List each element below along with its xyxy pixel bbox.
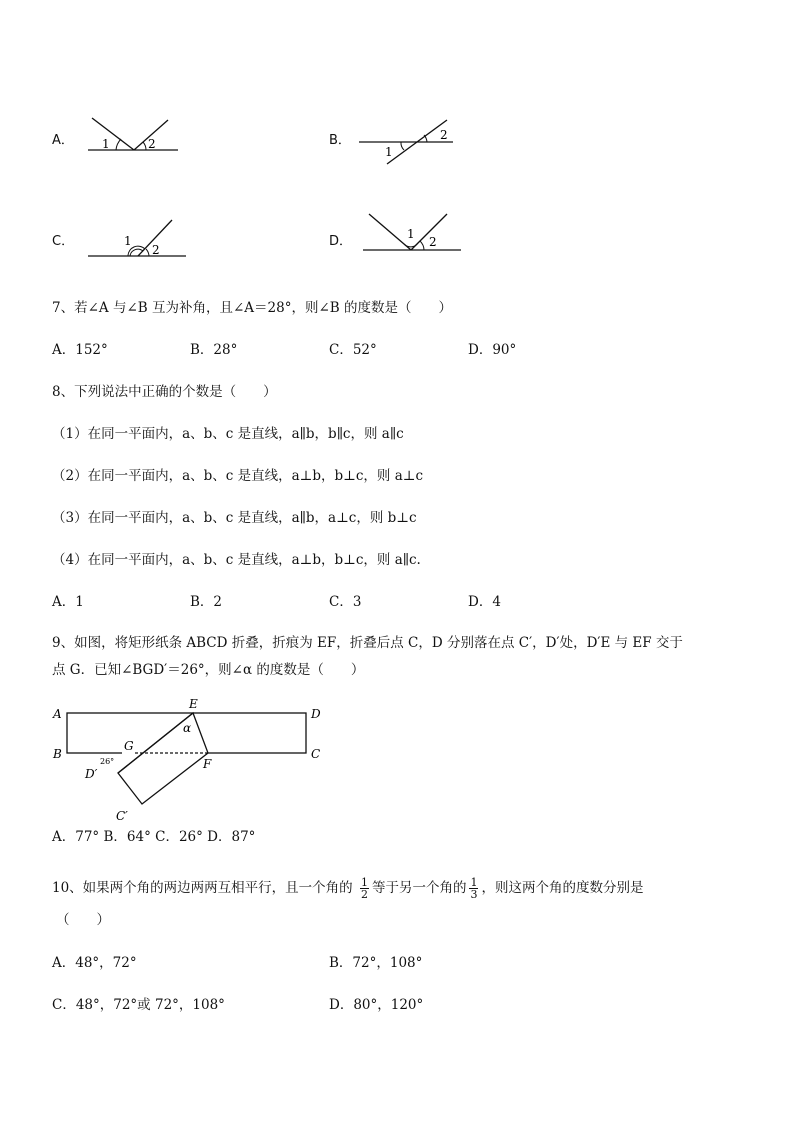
q7-option-b: B．28° [190, 342, 238, 358]
q10-stem-pre: 10、如果两个角的两边两两互相平行，且一个角的 [52, 880, 353, 896]
angle-label-26: 26° [100, 757, 115, 766]
fraction-denominator: 3 [470, 888, 478, 901]
q6-option-a [52, 112, 192, 158]
angle-label-2: 2 [440, 128, 448, 142]
q10-stem-mid: 等于另一个角的 [371, 880, 467, 896]
q8-stem: 8、下列说法中正确的个数是（ ） [52, 384, 277, 400]
q8-statement-4: （4）在同一平面内，a、b、c 是直线，a⊥b，b⊥c，则 a∥c. [52, 552, 421, 568]
fraction-numerator: 1 [360, 876, 368, 889]
angle-label-2: 2 [429, 235, 437, 249]
q7-stem: 7、若∠A 与∠B 互为补角，且∠A＝28°，则∠B 的度数是（ ） [52, 300, 452, 316]
q6-option-b [329, 112, 469, 168]
angle-figure-d [329, 210, 469, 260]
point-label-g: G [124, 739, 134, 753]
option-label: A． [52, 133, 74, 148]
folded-strip-figure [50, 696, 350, 826]
q8-statement-3: （3）在同一平面内，a、b、c 是直线，a∥b，a⊥c，则 b⊥c [52, 510, 417, 526]
fraction-numerator: 1 [470, 876, 478, 889]
point-label-c-prime: C′ [116, 809, 128, 823]
point-label-c: C [311, 747, 321, 761]
angle-label-1: 1 [124, 234, 132, 248]
angle-label-2: 2 [152, 243, 160, 257]
fraction-denominator: 2 [360, 888, 368, 901]
fraction-third [469, 877, 478, 900]
q8-option-c: C．3 [329, 594, 362, 610]
angle-label-alpha: α [183, 721, 192, 735]
q6-option-c [52, 212, 192, 262]
q7-option-a: A．152° [52, 342, 108, 358]
angle-figure-b [329, 112, 469, 168]
angle-label-1: 1 [102, 137, 110, 151]
point-label-f: F [203, 757, 212, 771]
q10-stem-line2: （ ） [56, 912, 110, 928]
q8-option-b: B．2 [190, 594, 223, 610]
point-label-d-prime: D′ [85, 767, 98, 781]
q9-stem-line1: 9、如图，将矩形纸条 ABCD 折叠，折痕为 EF，折叠后点 C，D 分别落在点 C′，D′处，D′E 与 EF 交于 [52, 635, 683, 651]
q10-option-a: A．48°，72° [52, 955, 137, 971]
q10-stem-line1 [52, 876, 643, 900]
point-label-b: B [53, 747, 62, 761]
q10-option-b: B．72°，108° [329, 955, 423, 971]
q7-option-d: D．90° [468, 342, 517, 358]
q9-stem-line2: 点 G．已知∠BGD′＝26°，则∠α 的度数是（ ） [52, 662, 365, 678]
q7-option-c: C．52° [329, 342, 377, 358]
q10-option-c: C．48°，72°或 72°，108° [52, 997, 225, 1013]
q8-statement-2: （2）在同一平面内，a、b、c 是直线，a⊥b，b⊥c，则 a⊥c [52, 468, 424, 484]
angle-label-2: 2 [148, 137, 156, 151]
option-label: D． [329, 234, 353, 249]
option-label: B． [329, 133, 351, 148]
point-label-a: A [53, 707, 62, 721]
q10-stem-post: ，则这两个角的度数分别是 [481, 880, 644, 896]
point-label-d: D [311, 707, 321, 721]
q8-option-a: A．1 [52, 594, 84, 610]
q10-option-d: D．80°，120° [329, 997, 424, 1013]
q9-options: A．77° B．64° C．26° D．87° [52, 829, 256, 845]
angle-label-1: 1 [385, 145, 393, 159]
q6-option-d [329, 210, 469, 260]
point-label-e: E [189, 697, 198, 711]
q8-statement-1: （1）在同一平面内，a、b、c 是直线，a∥b，b∥c，则 a∥c [52, 426, 404, 442]
option-label: C． [52, 234, 75, 249]
angle-figure-c [52, 212, 192, 262]
q8-option-d: D．4 [468, 594, 501, 610]
angle-label-1: 1 [407, 227, 415, 241]
angle-figure-a [52, 112, 192, 158]
fraction-half [360, 877, 369, 900]
